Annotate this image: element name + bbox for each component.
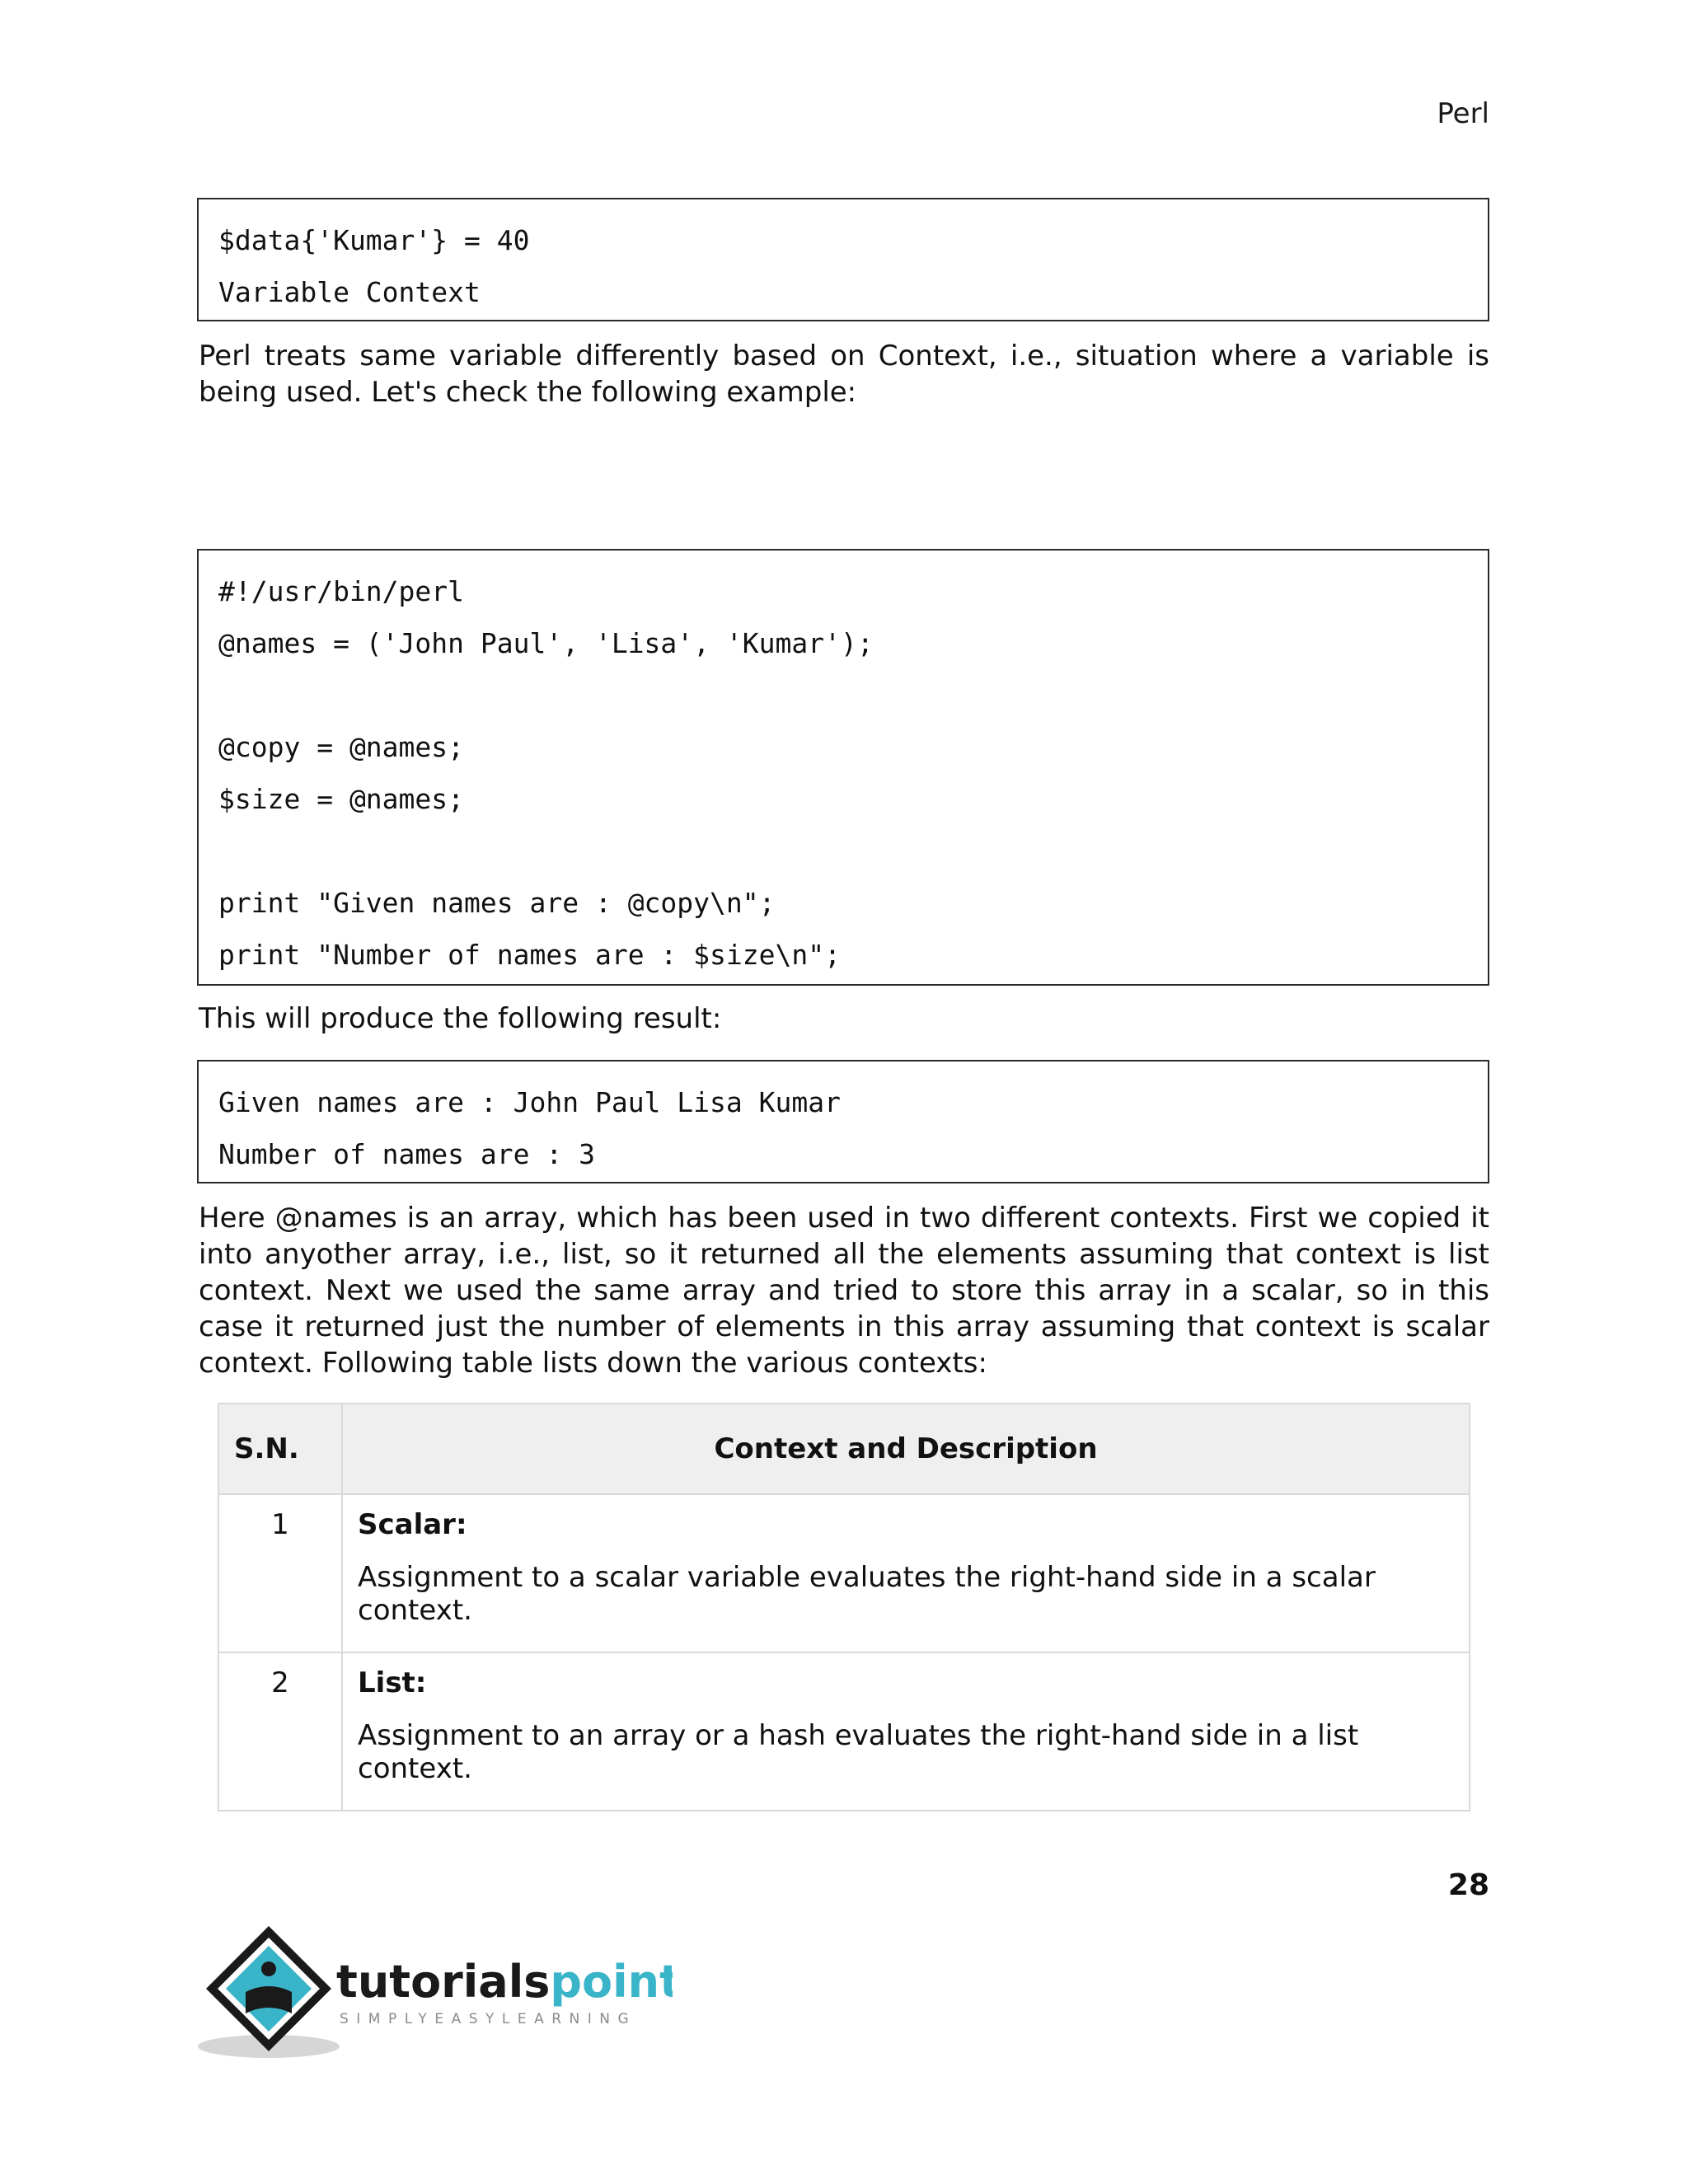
explanation-paragraph: Here @names is an array, which has been used in two different contexts. First we copied it into anyother array, i.e., list, so it returned all the elements assuming that context is list context. Next we used the same array and tried to store this array in a scalar, so in this case it returned just the number of elements in this array assuming that context is scalar context. Following table lists down the various contexts: <box>199 1202 1489 1380</box>
table-header-row <box>218 1404 1470 1494</box>
contexts-table <box>218 1403 1470 1811</box>
code-block-variable-context <box>197 198 1489 321</box>
logo-reader-head <box>261 1961 276 1976</box>
table-row <box>218 1494 1470 1652</box>
row-number: 2 <box>218 1652 342 1811</box>
context-term: List: <box>358 1666 427 1699</box>
result-intro-paragraph: This will produce the following result: <box>199 1002 722 1035</box>
code-line: print "Given names are : @copy\n"; <box>218 887 776 919</box>
code-line: #!/usr/bin/perl <box>218 575 465 607</box>
logo-brand-accent: point <box>550 1956 673 2008</box>
table-header-sn: S.N. <box>218 1404 342 1494</box>
intro-paragraph: Perl treats same variable differently based on Context, i.e., situation where a variable is being used. Let's check the following example: <box>199 340 1489 409</box>
code-line <box>218 669 1468 721</box>
code-line: $data{'Kumar'} = 40 <box>218 224 530 256</box>
code-line: Number of names are : 3 <box>218 1138 595 1170</box>
row-number: 1 <box>218 1494 342 1652</box>
code-line: Given names are : John Paul Lisa Kumar <box>218 1086 841 1118</box>
code-block-example <box>197 549 1489 986</box>
page-number: 28 <box>1447 1868 1489 1902</box>
code-line: @copy = @names; <box>218 731 465 763</box>
row-content <box>342 1652 1470 1811</box>
table-header-description: Context and Description <box>342 1404 1470 1494</box>
logo-wordmark <box>336 1956 673 2008</box>
context-term: Scalar: <box>358 1508 467 1541</box>
table-row <box>218 1652 1470 1811</box>
code-line: Variable Context <box>218 276 481 308</box>
context-description: Assignment to a scalar variable evaluates the right-hand side in a scalar context. <box>358 1561 1376 1627</box>
logo-graphic <box>195 1916 673 2064</box>
page-header-title: Perl <box>1437 97 1489 130</box>
code-line: $size = @names; <box>218 783 465 815</box>
code-line <box>218 825 1468 877</box>
code-line: print "Number of names are : $size\n"; <box>218 939 841 971</box>
code-block-output <box>197 1060 1489 1183</box>
logo-brand-dark: tutorials <box>336 1956 551 2008</box>
logo-tagline: SIMPLYEASYLEARNING <box>340 2011 637 2027</box>
context-description: Assignment to an array or a hash evaluates the right-hand side in a list context. <box>358 1719 1359 1785</box>
row-content <box>342 1494 1470 1652</box>
code-line: @names = ('John Paul', 'Lisa', 'Kumar'); <box>218 627 874 659</box>
tutorialspoint-logo <box>195 1916 673 2068</box>
